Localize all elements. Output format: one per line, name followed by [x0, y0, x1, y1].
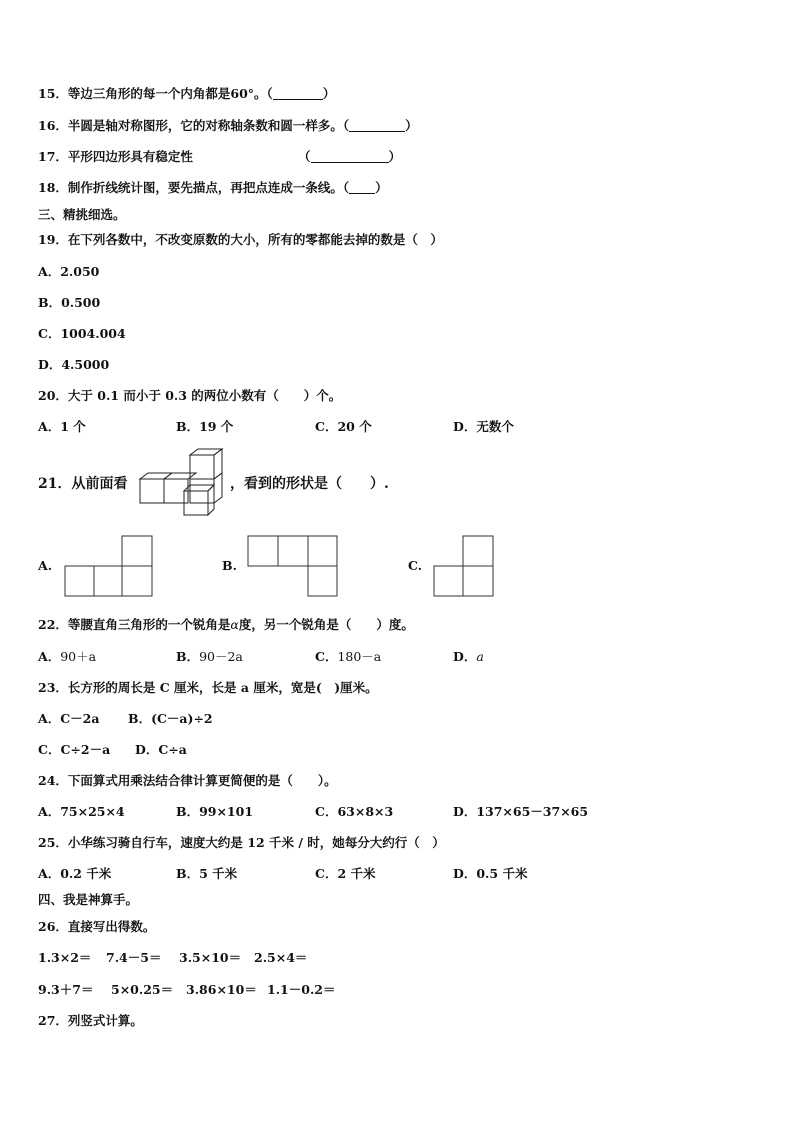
option-a[interactable] — [38, 647, 96, 665]
option-a[interactable]: A．75×25×4 — [38, 804, 125, 819]
calc-item[interactable]: 3.86×10＝ — [186, 982, 257, 997]
option-d[interactable]: D．137×65－37×65 — [453, 804, 589, 819]
option-b-value: 90－2a — [199, 649, 243, 664]
option-a[interactable]: A．C－2a — [38, 711, 100, 726]
option-d-label: D． — [453, 649, 477, 664]
option-d[interactable]: D．无数个 — [453, 419, 514, 434]
section-heading-4: 四、我是神算手。 — [38, 892, 139, 907]
option-a-label[interactable]: A. — [38, 558, 53, 573]
answer-blank[interactable] — [349, 119, 405, 132]
question-19: 19．在下列各数中，不改变原数的大小，所有的零都能去掉的数是（ ） — [38, 232, 443, 247]
option-b[interactable]: B．99×101 — [176, 804, 254, 819]
question-17 — [38, 147, 193, 165]
option-b-shape[interactable] — [247, 535, 339, 597]
question-18-text: 18．制作折线统计图，要先描点，再把点连成一条线。（ — [38, 180, 350, 195]
option-c-label[interactable]: C. — [408, 558, 423, 573]
question-18 — [38, 178, 388, 196]
question-18-close: ） — [375, 180, 388, 195]
option-b-label: B． — [176, 649, 200, 664]
question-16-text: 16．半圆是轴对称图形，它的对称轴条数和圆一样多。（ — [38, 118, 350, 133]
question-16 — [38, 116, 418, 134]
question-21-text-after: ，看到的形状是（ ）. — [230, 476, 389, 492]
option-d[interactable] — [453, 647, 484, 665]
calc-item[interactable]: 3.5×10＝ — [179, 950, 242, 965]
section-heading-3: 三、精挑细选。 — [38, 207, 126, 222]
option-d[interactable]: D．C÷a — [135, 742, 187, 757]
option-a[interactable]: A．0.2 千米 — [38, 866, 112, 881]
question-21-text-before: 21．从前面看 — [38, 476, 128, 492]
option-a[interactable]: A．2.050 — [38, 264, 100, 279]
option-b[interactable]: B．5 千米 — [176, 866, 238, 881]
question-15-close: ） — [322, 86, 336, 101]
answer-blank[interactable] — [311, 150, 389, 163]
question-24: 24．下面算式用乘法结合律计算更简便的是（ ）。 — [38, 773, 337, 788]
question-17-answer — [298, 147, 401, 165]
calc-item[interactable]: 9.3＋7＝ — [38, 982, 94, 997]
question-27: 27．列竖式计算。 — [38, 1013, 143, 1028]
question-17-close: ） — [388, 149, 402, 164]
calc-item[interactable]: 5×0.25＝ — [111, 982, 174, 997]
option-c[interactable]: C．63×8×3 — [315, 804, 394, 819]
question-22-text-before: 22．等腰直角三角形的一个锐角是 — [38, 617, 231, 632]
question-17-open: （ — [298, 149, 311, 164]
alpha-variable: α — [230, 617, 239, 632]
question-22 — [38, 615, 414, 633]
option-c-label: C． — [315, 649, 338, 664]
question-25: 25．小华练习骑自行车，速度大约是 12 千米 / 时，她每分大约行（ ） — [38, 835, 445, 850]
answer-blank[interactable] — [273, 87, 323, 100]
calc-item[interactable]: 2.5×4＝ — [254, 950, 308, 965]
option-d-value: a — [476, 649, 484, 664]
question-23: 23．长方形的周长是 C 厘米，长是 a 厘米，宽是( )厘米。 — [38, 680, 378, 695]
question-15-text: 15．等边三角形的每一个内角都是60°。（ — [38, 86, 273, 101]
option-a[interactable]: A．1 个 — [38, 419, 86, 434]
option-c-shape[interactable] — [433, 535, 495, 597]
calc-item[interactable]: 1.1－0.2＝ — [267, 982, 336, 997]
option-c[interactable] — [315, 647, 381, 665]
option-b[interactable]: B．0.500 — [38, 295, 101, 310]
option-b[interactable] — [176, 647, 243, 665]
question-16-close: ） — [405, 118, 418, 133]
option-d[interactable]: D．0.5 千米 — [453, 866, 528, 881]
option-b[interactable]: B．(C－a)÷2 — [128, 711, 213, 726]
option-b[interactable]: B．19 个 — [176, 419, 234, 434]
question-22-text-after: 度，另一个锐角是（ ）度。 — [238, 617, 414, 632]
option-c[interactable]: C．2 千米 — [315, 866, 376, 881]
option-a-shape[interactable] — [64, 535, 154, 597]
calc-item[interactable]: 7.4－5＝ — [106, 950, 162, 965]
option-c[interactable]: C．C÷2－a — [38, 742, 111, 757]
option-b-label[interactable]: B. — [222, 558, 237, 573]
question-15 — [38, 84, 335, 102]
option-a-label: A． — [38, 649, 61, 664]
option-a-value: 90＋a — [60, 649, 97, 664]
question-20: 20．大于 0.1 而小于 0.3 的两位小数有（ ）个。 — [38, 388, 342, 403]
calc-item[interactable]: 1.3×2＝ — [38, 950, 92, 965]
option-c[interactable]: C．1004.004 — [38, 326, 126, 341]
answer-blank[interactable] — [349, 181, 375, 194]
option-d[interactable]: D．4.5000 — [38, 357, 110, 372]
option-c[interactable]: C．20 个 — [315, 419, 372, 434]
cube-stack-figure — [136, 445, 230, 519]
question-17-text: 17．平形四边形具有稳定性 — [38, 149, 193, 164]
option-c-value: 180－a — [337, 649, 382, 664]
question-26: 26．直接写出得数。 — [38, 919, 156, 934]
